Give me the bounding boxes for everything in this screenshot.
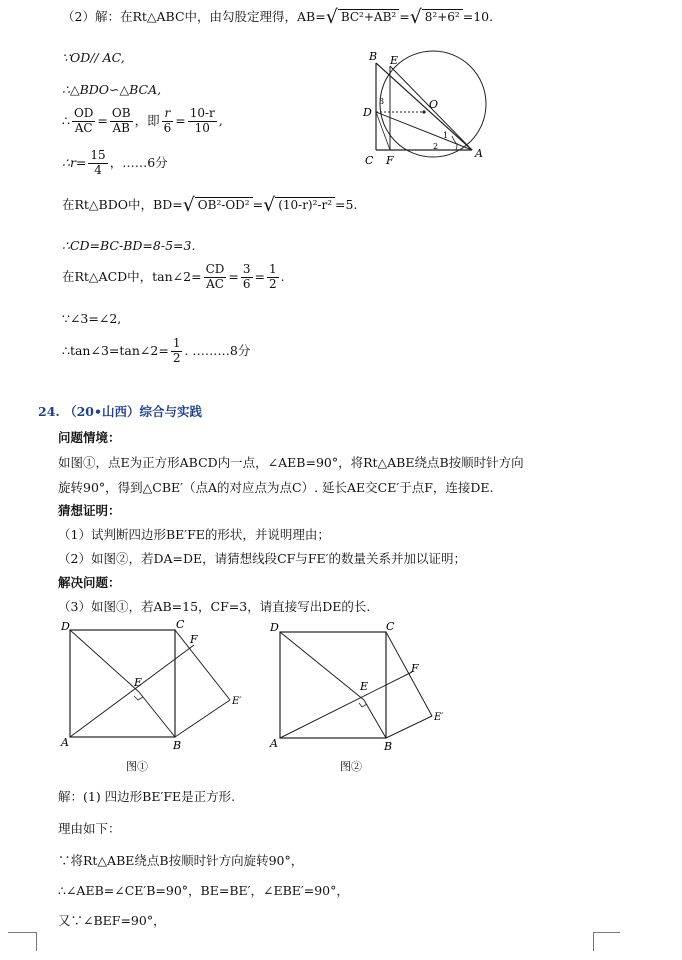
line-af-2: [280, 672, 412, 738]
label-angle-2: 2: [433, 142, 439, 151]
problem-24-heading: 24. （20•山西）综合与实践: [38, 404, 202, 419]
fig1-label-c: C: [176, 618, 185, 631]
conjecture-title: 猜想证明：: [58, 503, 121, 518]
question-3: （3）如图①，若AB=15，CF=3，请直接写出DE的长.: [58, 599, 371, 614]
fig2-label-d: D: [270, 621, 279, 634]
fraction-cd-ac: $\frac{CD}{AC}$: [205, 262, 225, 291]
line-be-prime-2: [386, 716, 432, 738]
fraction-3-6: $\frac{3}{6}$: [242, 262, 251, 291]
fraction-10r-10: $\frac{10-r}{10}$: [189, 106, 215, 135]
label-o: O: [429, 98, 439, 111]
ab-result: =10.: [462, 9, 494, 24]
line-ce-prime: [175, 630, 230, 700]
fig1-label-e-prime: E′: [232, 696, 242, 707]
label-d: D: [363, 106, 372, 119]
fig2-label-b: B: [384, 740, 393, 753]
question-1: （1）试判断四边形BE′FE的形状，并说明理由；: [58, 527, 330, 542]
sqrt-bc-ab: √ BC²+AB²: [326, 8, 400, 27]
square-abcd: [70, 630, 175, 737]
fig2-label-e-prime: E′: [434, 712, 444, 723]
label-angle-1: 1: [443, 131, 449, 140]
crop-mark-left: [8, 932, 37, 951]
fig1-label-a: A: [61, 736, 69, 749]
solution-line-ratio: ∴ $\frac{OD}{AC}$ = $\frac{OB}{AB}$ ，即 $\frac{r}{6}$ = $\frac{10-r}{10}$ ,: [62, 106, 223, 135]
line-de: [70, 630, 139, 692]
fraction-tan3: $\frac{1}{2}$: [172, 336, 181, 365]
situation-line-2: 旋转90°，得到△CBE′（点A的对应点为点C）. 延长AE交CE′于点F，连接DE.: [58, 480, 494, 495]
line-be-prime: [175, 700, 230, 737]
center-o-dot: [422, 110, 425, 113]
fig1-label-e: E: [134, 676, 143, 689]
fraction-15-4: $\frac{15}{4}$: [90, 148, 106, 177]
solution-line-bd: 在Rt△BDO中，BD=√ OB²-OD² =√ (10-r)²-r² =5.: [62, 194, 358, 216]
solution-line-similar: ∴△BDO∽△BCA,: [62, 82, 162, 97]
fig2-label-f: F: [411, 662, 419, 675]
label-b: B: [369, 50, 378, 63]
line-eb-2: [364, 700, 386, 738]
solution-line-cd: ∴CD=BC-BD=8-5=3.: [62, 238, 196, 253]
solution-1-line-4: ∴∠AEB=∠CE′B=90°，BE=BE′，∠EBE′=90°，: [58, 883, 349, 898]
solution-line-r: ∴r= $\frac{15}{4}$ ，……6分: [62, 148, 168, 177]
label-c: C: [365, 154, 374, 167]
fraction-1-2: $\frac{1}{2}$: [269, 262, 277, 291]
fraction-od-ac: $\frac{OD}{AC}$: [73, 106, 94, 135]
line-de-2: [280, 632, 364, 700]
fig1-label-b: B: [173, 739, 182, 752]
fraction-ob-ab: $\frac{OB}{AB}$: [111, 106, 131, 135]
label-a: A: [475, 147, 483, 160]
fig2-label-c: C: [386, 620, 395, 633]
solution-1-line-1: 解：(1) 四边形BE′FE是正方形.: [58, 789, 236, 804]
situation-title: 问题情境：: [58, 430, 121, 445]
fig1-label-d: D: [61, 620, 70, 633]
square-abcd-2: [280, 632, 386, 738]
solution-line-angle: ∵∠3=∠2,: [62, 311, 122, 326]
label-e: E: [390, 54, 399, 67]
sqrt-8-6: √ 8²+6²: [410, 8, 463, 27]
fig2-caption: 图②: [340, 760, 362, 773]
question-2: （2）如图②，若DA=DE，请猜想线段CF与FE′的数量关系并加以证明；: [58, 551, 466, 566]
solution-line-tan2: 在Rt△ACD中，tan∠2= $\frac{CD}{AC}$ = $\frac{3}{6}$ = $\frac{1}{2}$ .: [62, 262, 285, 291]
fig1-label-f: F: [190, 633, 198, 646]
situation-line-1: 如图①，点E为正方形ABCD内一点，∠AEB=90°，将Rt△ABE绕点B按顺时针方向: [58, 455, 524, 470]
solution-1-line-3: ∵将Rt△ABE绕点B按顺时针方向旋转90°，: [58, 853, 304, 868]
solve-title: 解决问题：: [58, 575, 121, 590]
solution-line-tan3: ∴tan∠3=tan∠2= $\frac{1}{2}$ . ………8分: [62, 336, 251, 365]
crop-mark-right: [593, 932, 620, 951]
label-f: F: [386, 154, 394, 167]
fig2-label-a: A: [270, 737, 278, 750]
solution-line-parallel: ∵OD// AC,: [62, 50, 125, 65]
circle-triangle-figure: [355, 48, 495, 170]
line-eb: [139, 692, 175, 737]
label-angle-3: 3: [379, 97, 385, 106]
right-angle-mark-e: [134, 696, 143, 700]
score-6: ，……6分: [109, 154, 168, 170]
score-8: . ………8分: [184, 342, 251, 358]
sqrt-ob-od: √ OB²-OD²: [183, 196, 253, 215]
fraction-r-6: $\frac{r}{6}$: [163, 106, 172, 135]
fig1-caption: 图①: [126, 760, 148, 773]
fig2-label-e: E: [360, 680, 369, 693]
figure-2: [262, 618, 462, 776]
figure-1: [55, 618, 255, 776]
line-ce-prime-2: [386, 632, 432, 716]
solution-1-line-2: 理由如下：: [58, 821, 121, 836]
ab-intro-text: （2）解：在Rt△ABC中，由勾股定理得，AB=: [62, 9, 326, 24]
solution-1-line-5: 又∵∠BEF=90°，: [58, 913, 166, 928]
solution-line-ab: （2）解：在Rt△ABC中，由勾股定理得，AB=√ BC²+AB² =√ 8²+6² =10.: [62, 6, 494, 28]
sqrt-10r-r: √ (10-r)²-r²: [263, 196, 335, 215]
